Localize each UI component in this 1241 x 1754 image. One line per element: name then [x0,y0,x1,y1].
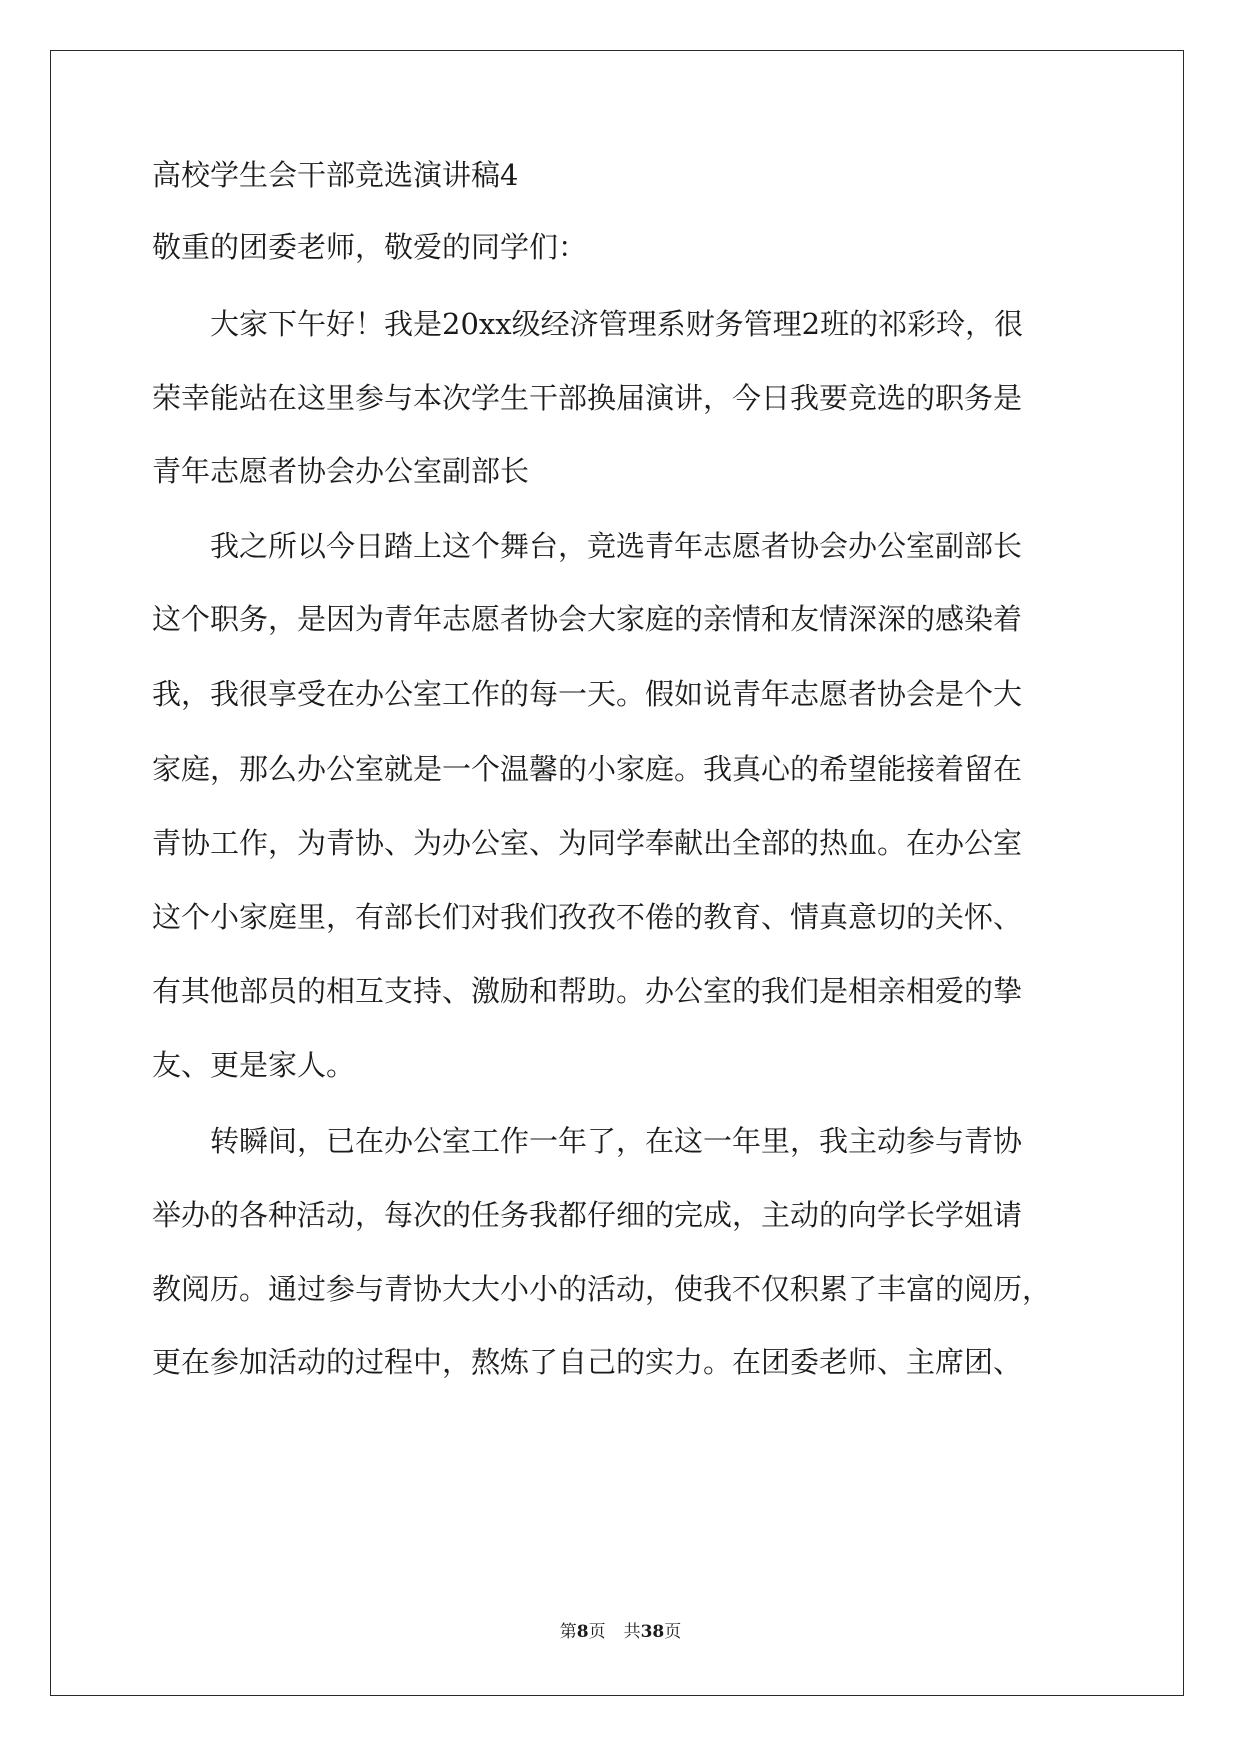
total-prefix: 共 [623,1622,641,1642]
page-suffix: 页 [588,1622,606,1642]
text-line: 我之所以今日踏上这个舞台，竞选青年志愿者协会办公室副部长 [152,529,1023,563]
text-line: 荣幸能站在这里参与本次学生干部换届演讲，今日我要竞选的职务是 [152,381,1023,415]
text-line: 教阅历。通过参与青协大大小小的活动，使我不仅积累了丰富的阅历， [152,1272,1052,1306]
page-prefix: 第 [559,1622,577,1642]
document-title: 高校学生会干部竞选演讲稿4 [152,158,519,192]
text-line: 敬重的团委老师，敬爱的同学们： [152,230,588,264]
text-line: 更在参加活动的过程中，熬炼了自己的实力。在团委老师、主席团、 [152,1345,1023,1379]
text-line: 青协工作，为青协、为办公室、为同学奉献出全部的热血。在办公室 [152,826,1023,860]
page-footer [0,1620,1241,1644]
text-line: 家庭，那么办公室就是一个温馨的小家庭。我真心的希望能接着留在 [152,752,1023,786]
page-border [50,50,1184,1696]
text-line: 友、更是家人。 [152,1048,356,1082]
text-line: 这个职务，是因为青年志愿者协会大家庭的亲情和友情深深的感染着 [152,602,1023,636]
total-suffix: 页 [664,1622,682,1642]
text-line: 大家下午好！我是20xx级经济管理系财务管理2班的祁彩玲，很 [152,307,1024,341]
text-line: 这个小家庭里，有部长们对我们孜孜不倦的教育、情真意切的关怀、 [152,900,1023,934]
total-pages: 38 [640,1622,665,1642]
text-line: 举办的各种活动，每次的任务我都仔细的完成，主动的向学长学姐请 [152,1198,1023,1232]
page-number: 8 [576,1622,589,1642]
text-line: 有其他部员的相互支持、激励和帮助。办公室的我们是相亲相爱的挚 [152,974,1023,1008]
text-line: 青年志愿者协会办公室副部长 [152,454,530,488]
text-line: 我，我很享受在办公室工作的每一天。假如说青年志愿者协会是个大 [152,677,1023,711]
text-line: 转瞬间，已在办公室工作一年了，在这一年里，我主动参与青协 [152,1124,1023,1158]
